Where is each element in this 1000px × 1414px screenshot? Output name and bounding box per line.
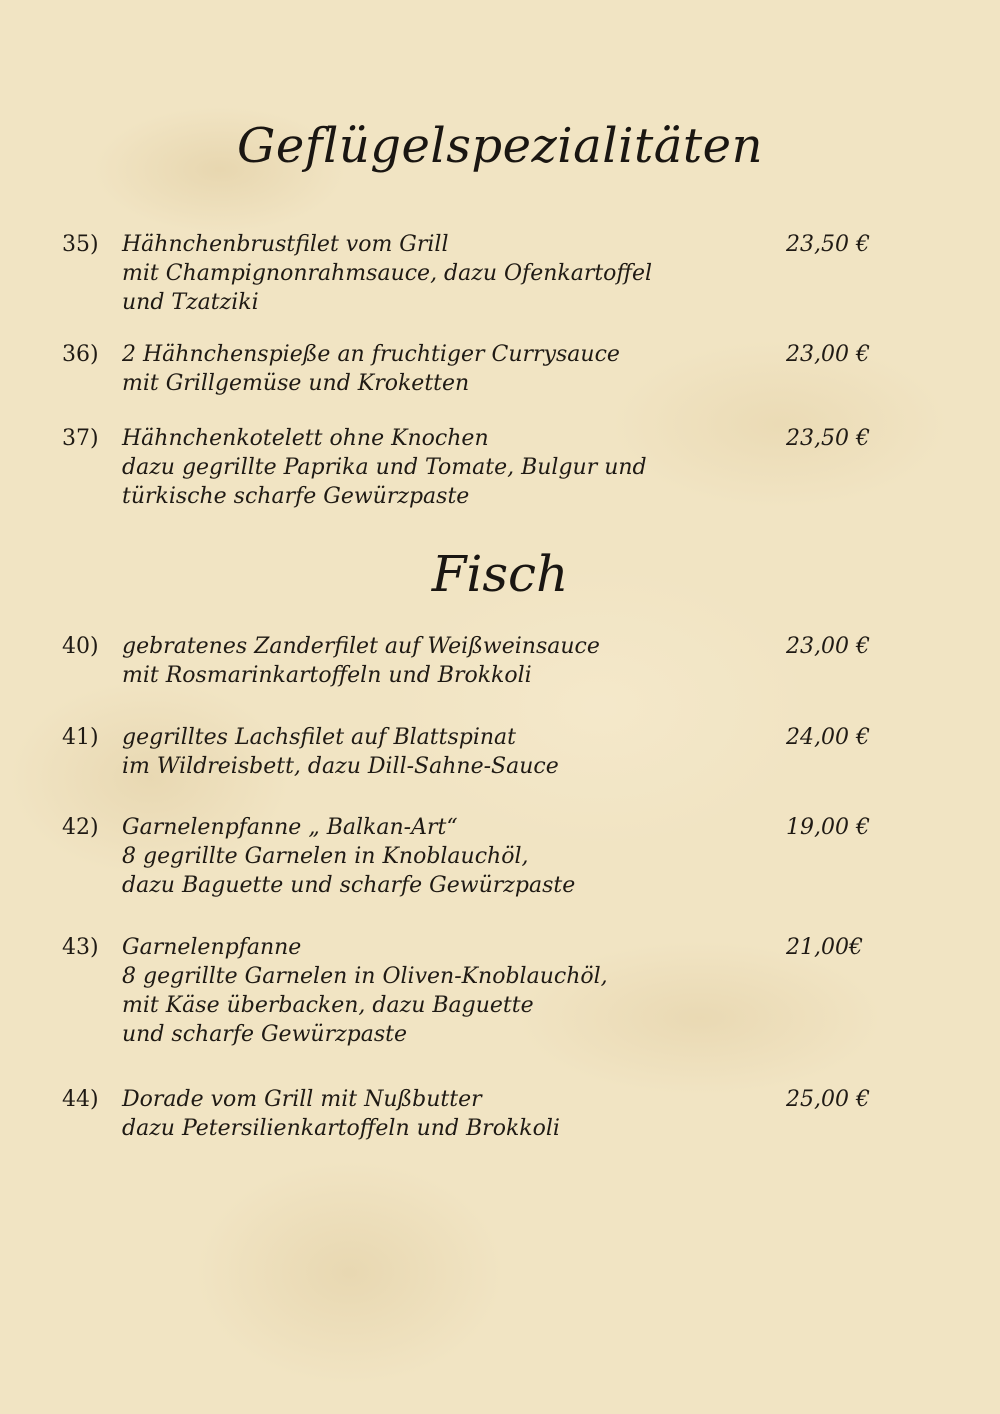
item-line: Hähnchenkotelett ohne Knochen	[122, 426, 489, 451]
item-price: 19,00 €	[786, 815, 870, 840]
item-price: 23,50 €	[786, 232, 870, 257]
item-price: 21,00€	[786, 935, 863, 960]
item-description	[122, 1085, 742, 1143]
item-number: 41)	[62, 725, 99, 750]
item-line: und Tzatziki	[122, 290, 259, 315]
item-line: gegrilltes Lachsfilet auf Blattspinat	[122, 725, 516, 750]
item-line: 8 gegrillte Garnelen in Oliven-Knoblauchöl,	[122, 964, 608, 989]
item-number: 36)	[62, 342, 99, 367]
item-number: 35)	[62, 232, 99, 257]
item-line: Dorade vom Grill mit Nußbutter	[122, 1087, 482, 1112]
item-number: 44)	[62, 1087, 99, 1112]
item-price: 23,00 €	[786, 634, 870, 659]
section-title-poultry: Geflügelspezialitäten	[236, 118, 763, 174]
item-price: 23,50 €	[786, 426, 870, 451]
item-line: dazu Baguette und scharfe Gewürzpaste	[122, 873, 576, 898]
item-line: türkische scharfe Gewürzpaste	[122, 484, 470, 509]
section-title-fish: Fisch	[431, 545, 569, 603]
item-description	[122, 424, 742, 511]
item-line: im Wildreisbett, dazu Dill-Sahne-Sauce	[122, 754, 559, 779]
item-line: dazu Petersilienkartoffeln und Brokkoli	[122, 1116, 560, 1141]
item-description	[122, 933, 742, 1049]
item-line: mit Grillgemüse und Kroketten	[122, 371, 470, 396]
item-number: 37)	[62, 426, 99, 451]
item-description	[122, 632, 742, 690]
item-line: 8 gegrillte Garnelen in Knoblauchöl,	[122, 844, 529, 869]
item-line: mit Käse überbacken, dazu Baguette	[122, 993, 534, 1018]
item-description	[122, 723, 742, 781]
item-description	[122, 340, 742, 398]
item-price: 24,00 €	[786, 725, 870, 750]
item-line: gebratenes Zanderfilet auf Weißweinsauce	[122, 634, 600, 659]
item-line: Garnelenpfanne	[122, 935, 302, 960]
item-line: 2 Hähnchenspieße an fruchtiger Currysauce	[122, 342, 620, 367]
item-number: 43)	[62, 935, 99, 960]
item-line: Garnelenpfanne „ Balkan-Art“	[122, 815, 458, 840]
item-line: mit Champignonrahmsauce, dazu Ofenkartoffel	[122, 261, 653, 286]
item-line: mit Rosmarinkartoffeln und Brokkoli	[122, 663, 532, 688]
item-number: 40)	[62, 634, 99, 659]
item-number: 42)	[62, 815, 99, 840]
item-line: Hähnchenbrustfilet vom Grill	[122, 232, 449, 257]
item-description	[122, 813, 742, 900]
item-description	[122, 230, 742, 317]
item-line: und scharfe Gewürzpaste	[122, 1022, 408, 1047]
item-line: dazu gegrillte Paprika und Tomate, Bulgur und	[122, 455, 647, 480]
item-price: 23,00 €	[786, 342, 870, 367]
item-price: 25,00 €	[786, 1087, 870, 1112]
